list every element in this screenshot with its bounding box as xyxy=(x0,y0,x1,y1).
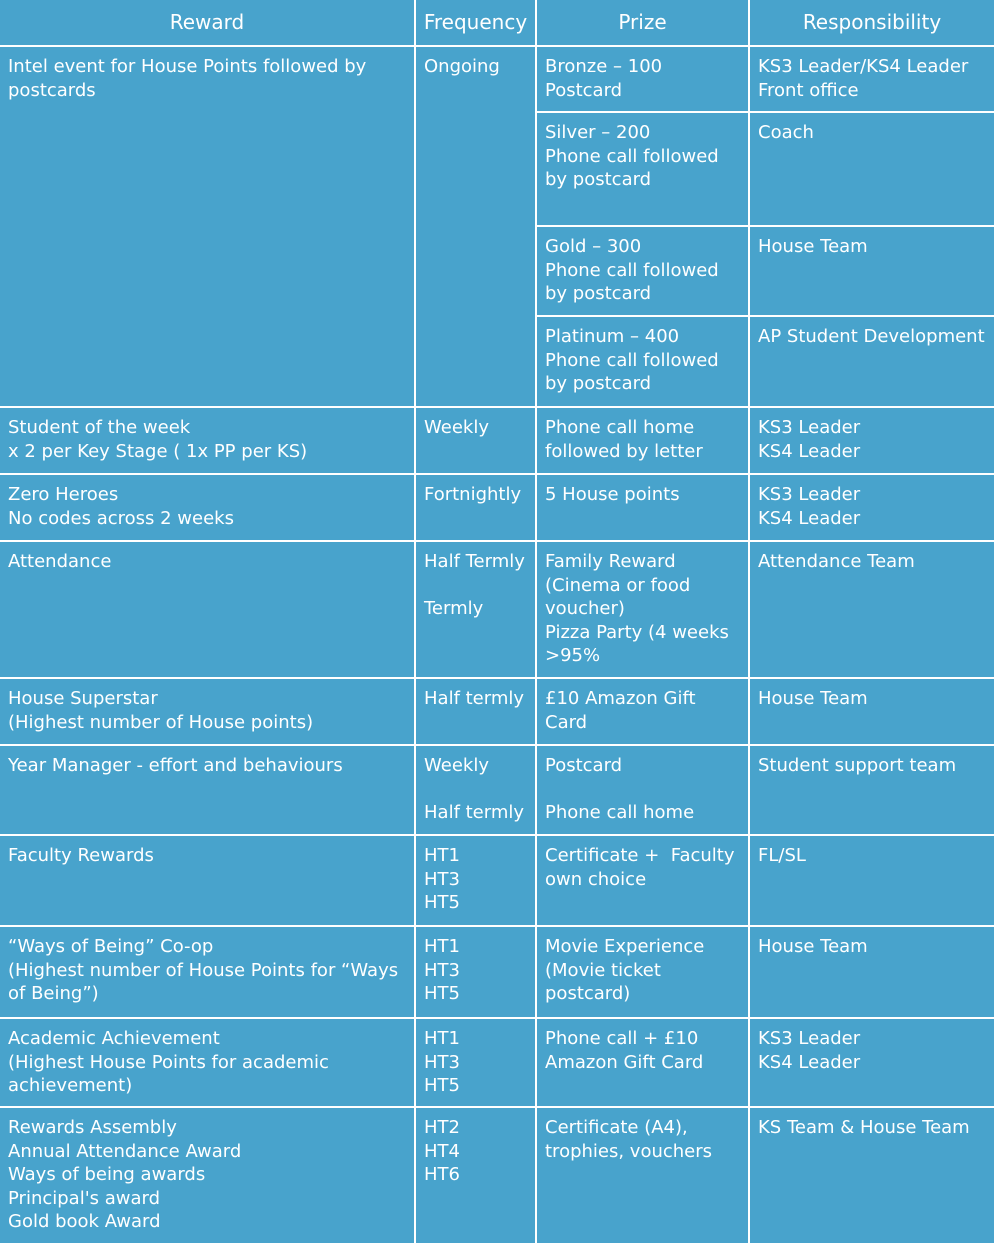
cell-frequency xyxy=(415,926,536,1018)
cell-text: voucher) xyxy=(545,598,625,619)
cell-text: KS4 Leader xyxy=(758,507,861,529)
cell-text: Half termly xyxy=(424,688,525,709)
cell-text: HT6 xyxy=(424,1164,460,1185)
cell-text: Phone call followed xyxy=(545,349,719,371)
cell-text: by postcard xyxy=(545,283,652,304)
header-frequency: Frequency xyxy=(415,0,536,46)
cell-text: x 2 per Key Stage ( 1x PP per KS) xyxy=(8,440,308,462)
cell-text: (Highest number of House points) xyxy=(8,711,314,733)
cell-prize xyxy=(536,745,749,835)
cell-text: KS4 Leader xyxy=(758,1051,861,1073)
cell-text: KS3 Leader xyxy=(758,1028,861,1049)
cell-frequency xyxy=(415,1107,536,1243)
cell-reward xyxy=(0,835,415,926)
cell-text: HT1 xyxy=(424,1028,460,1049)
cell-text: by postcard xyxy=(545,373,652,394)
cell-text: Phone call home xyxy=(545,417,695,438)
cell-responsibility xyxy=(749,541,994,678)
table-row-house-superstar xyxy=(0,678,994,745)
cell-text: Movie Experience xyxy=(545,936,705,957)
cell-text: postcard) xyxy=(545,983,631,1004)
cell-prize xyxy=(536,835,749,926)
cell-text: Half termly xyxy=(424,802,525,823)
cell-text: Silver – 200 xyxy=(545,122,651,143)
cell-text: No codes across 2 weeks xyxy=(8,507,234,529)
header-row xyxy=(0,0,994,46)
cell-text: Academic Achievement xyxy=(8,1028,220,1049)
cell-text: House Team xyxy=(758,688,868,709)
cell-text: KS3 Leader xyxy=(758,484,861,505)
cell-text: Attendance Team xyxy=(758,551,915,572)
cell-responsibility xyxy=(749,46,994,112)
cell-frequency xyxy=(415,541,536,678)
cell-prize xyxy=(536,1107,749,1243)
cell-prize xyxy=(536,474,749,541)
cell-text: Half Termly xyxy=(424,551,525,572)
cell-text: HT5 xyxy=(424,892,460,913)
cell-responsibility xyxy=(749,474,994,541)
cell-text: Platinum – 400 xyxy=(545,326,680,347)
cell-responsibility xyxy=(749,835,994,926)
cell-text: Termly xyxy=(424,598,484,619)
table-row-intel xyxy=(0,46,994,112)
cell-text: Faculty Rewards xyxy=(8,845,154,866)
cell-prize xyxy=(536,926,749,1018)
cell-text: Weekly xyxy=(424,417,489,438)
cell-reward xyxy=(0,474,415,541)
cell-text: Annual Attendance Award xyxy=(8,1140,242,1162)
cell-text: postcards xyxy=(8,79,96,101)
cell-text: HT5 xyxy=(424,1075,460,1096)
cell-text: Gold – 300 xyxy=(545,236,642,257)
cell-responsibility xyxy=(749,745,994,835)
cell-text: House Superstar xyxy=(8,688,158,709)
cell-text: Year Manager - effort and behaviours xyxy=(8,755,343,776)
cell-text: Student support team xyxy=(758,755,957,776)
cell-text: HT2 xyxy=(424,1117,460,1138)
cell-reward xyxy=(0,46,415,407)
cell-prize xyxy=(536,407,749,474)
cell-responsibility xyxy=(749,1107,994,1243)
cell-text: Amazon Gift Card xyxy=(545,1051,704,1073)
cell-frequency xyxy=(415,745,536,835)
cell-responsibility xyxy=(749,226,994,316)
cell-text: Phone call + £10 xyxy=(545,1028,699,1049)
cell-text: HT4 xyxy=(424,1140,460,1162)
header-reward: Reward xyxy=(0,0,415,46)
cell-text: Zero Heroes xyxy=(8,484,119,505)
cell-text: Front office xyxy=(758,79,859,101)
cell-text: Phone call home xyxy=(545,802,695,823)
cell-text: Coach xyxy=(758,122,814,143)
cell-responsibility xyxy=(749,926,994,1018)
cell-text: Fortnightly xyxy=(424,484,522,505)
cell-text: “Ways of Being” Co-op xyxy=(8,936,214,957)
table-row-academic-achievement xyxy=(0,1018,994,1107)
cell-text: Phone call followed xyxy=(545,145,719,167)
cell-frequency xyxy=(415,1018,536,1107)
cell-text: KS4 Leader xyxy=(758,440,861,462)
cell-prize xyxy=(536,541,749,678)
cell-reward xyxy=(0,541,415,678)
cell-text: House Team xyxy=(758,236,868,257)
cell-text: (Highest House Points for academic xyxy=(8,1051,329,1073)
cell-text: Certificate (A4), xyxy=(545,1117,688,1138)
cell-text: HT3 xyxy=(424,868,460,890)
cell-text: achievement) xyxy=(8,1075,133,1096)
cell-frequency xyxy=(415,835,536,926)
cell-text: Postcard xyxy=(545,755,623,776)
cell-text: >95% xyxy=(545,645,601,666)
cell-frequency xyxy=(415,678,536,745)
cell-responsibility xyxy=(749,407,994,474)
header-prize: Prize xyxy=(536,0,749,46)
cell-text: Pizza Party (4 weeks xyxy=(545,621,729,643)
cell-text: KS3 Leader/KS4 Leader xyxy=(758,56,969,77)
cell-text: Bronze – 100 xyxy=(545,56,663,77)
cell-responsibility xyxy=(749,1018,994,1107)
table-row-ways-of-being xyxy=(0,926,994,1018)
table-row-attendance xyxy=(0,541,994,678)
cell-prize xyxy=(536,678,749,745)
cell-text: Postcard xyxy=(545,79,623,101)
cell-reward xyxy=(0,407,415,474)
cell-frequency xyxy=(415,407,536,474)
cell-text: Student of the week xyxy=(8,417,191,438)
cell-text: Ways of being awards xyxy=(8,1164,206,1185)
table-row-zero-heroes xyxy=(0,474,994,541)
cell-text: HT1 xyxy=(424,845,460,866)
cell-text: trophies, vouchers xyxy=(545,1140,713,1162)
cell-text: 5 House points xyxy=(545,484,680,505)
cell-responsibility xyxy=(749,678,994,745)
cell-text: (Movie ticket xyxy=(545,959,661,981)
cell-reward xyxy=(0,1018,415,1107)
cell-text: HT3 xyxy=(424,959,460,981)
cell-responsibility xyxy=(749,316,994,407)
cell-reward xyxy=(0,745,415,835)
cell-text: Card xyxy=(545,711,588,733)
cell-prize xyxy=(536,112,749,226)
cell-frequency xyxy=(415,46,536,407)
cell-text: followed by letter xyxy=(545,440,703,462)
cell-text: HT1 xyxy=(424,936,460,957)
table-row-student-of-the-week xyxy=(0,407,994,474)
cell-text: £10 Amazon Gift xyxy=(545,688,696,709)
cell-text: Ongoing xyxy=(424,56,500,77)
cell-text: by postcard xyxy=(545,169,652,190)
cell-reward xyxy=(0,678,415,745)
cell-text: own choice xyxy=(545,868,647,890)
cell-frequency xyxy=(415,474,536,541)
table-row-faculty-rewards xyxy=(0,835,994,926)
cell-text: Attendance xyxy=(8,551,112,572)
cell-text: HT3 xyxy=(424,1051,460,1073)
cell-prize xyxy=(536,226,749,316)
cell-prize xyxy=(536,316,749,407)
cell-text: AP Student Development xyxy=(758,326,985,347)
cell-text: FL/SL xyxy=(758,845,806,866)
table-row-year-manager xyxy=(0,745,994,835)
header-responsibility: Responsibility xyxy=(749,0,994,46)
cell-text: of Being”) xyxy=(8,983,99,1004)
cell-text: Family Reward xyxy=(545,551,676,572)
cell-prize xyxy=(536,46,749,112)
cell-text: Rewards Assembly xyxy=(8,1117,177,1138)
cell-prize xyxy=(536,1018,749,1107)
cell-text: (Highest number of House Points for “Ways xyxy=(8,959,399,981)
table-row-rewards-assembly xyxy=(0,1107,994,1243)
cell-text: Weekly xyxy=(424,755,489,776)
cell-responsibility xyxy=(749,112,994,226)
cell-reward xyxy=(0,926,415,1018)
cell-text: House Team xyxy=(758,936,868,957)
cell-reward xyxy=(0,1107,415,1243)
cell-text: Certificate + Faculty xyxy=(545,845,735,866)
cell-text: Gold book Award xyxy=(8,1211,161,1232)
cell-text: KS3 Leader xyxy=(758,417,861,438)
cell-text: KS Team & House Team xyxy=(758,1117,970,1138)
cell-text: HT5 xyxy=(424,983,460,1004)
cell-text: Intel event for House Points followed by xyxy=(8,56,367,77)
cell-text: Principal's award xyxy=(8,1187,161,1209)
cell-text: (Cinema or food xyxy=(545,574,691,596)
cell-text: Phone call followed xyxy=(545,259,719,281)
